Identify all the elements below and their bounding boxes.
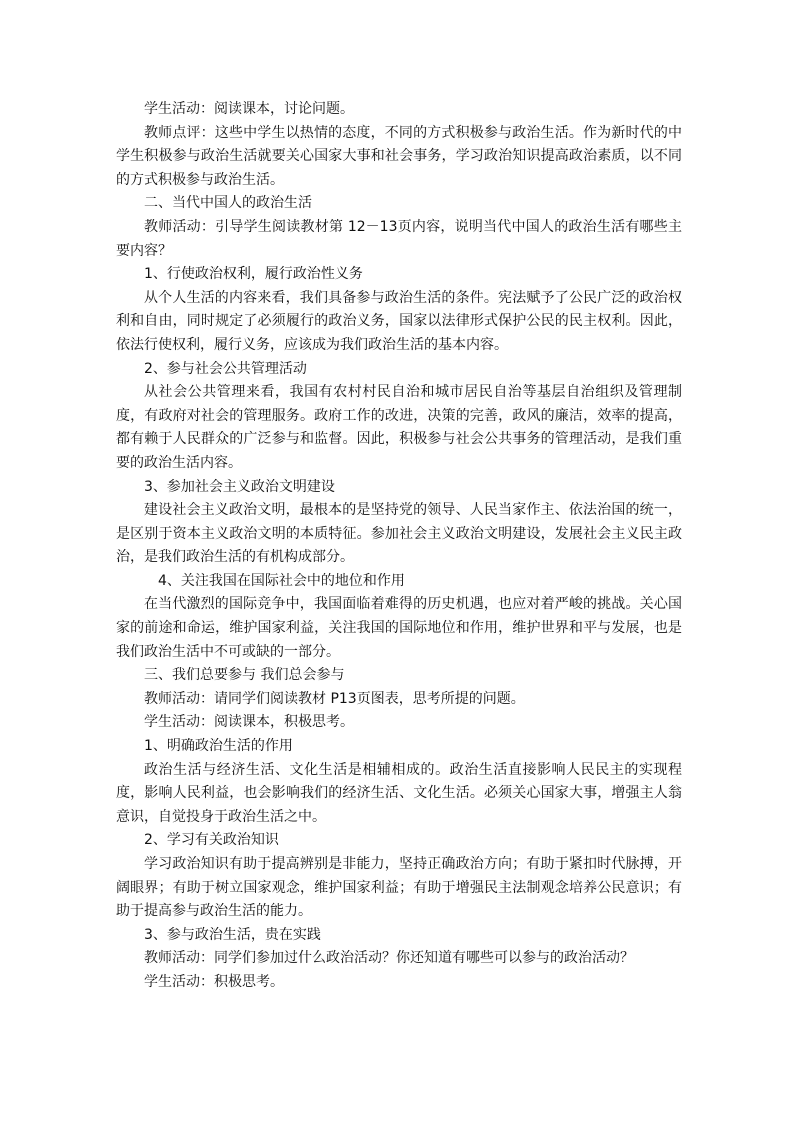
paragraph: 学习政治知识有助于提高辨别是非能力，坚持正确政治方向；有助于紧扣时代脉搏，开阔眼界；有助于树立国家观念，维护国家利益；有助于增强民主法制观念培养公民意识；有助于提高参与政治生活的能力。: [116, 856, 682, 920]
subheading: 2、参与社会公共管理活动: [144, 360, 307, 377]
paragraph: 建设社会主义政治文明，最根本的是坚持党的领导、人民当家作主、依法治国的统一，是区别于资本主义政治文明的本质特征。参加社会主义政治文明建设，发展社会主义民主政治，是我们政治生活的有机构成部分。: [116, 502, 682, 566]
paragraph: 从社会公共管理来看，我国有农村村民自治和城市居民自治等基层自治组织及管理制度，有政府对社会的管理服务。政府工作的改进，决策的完善，政风的廉洁，效率的提高，都有赖于人民群众的广泛参与和监督。因此，积极参与社会公共事务的管理活动，是我们重要的政治生活内容。: [116, 384, 682, 471]
paragraph: 教师点评：这些中学生以热情的态度，不同的方式积极参与政治生活。作为新时代的中学生积极参与政治生活就要关心国家大事和社会事务，学习政治知识提高政治素质，以不同的方式积极参与政治生活。: [116, 124, 682, 188]
subheading: 2、学习有关政治知识: [144, 832, 279, 849]
paragraph: 学生活动：阅读课本，积极思考。: [144, 714, 354, 731]
paragraph: 学生活动：积极思考。: [144, 973, 284, 990]
section-heading: 二、当代中国人的政治生活: [144, 195, 312, 212]
subheading: 3、参与政治生活，贵在实践: [144, 926, 321, 943]
paragraph: 教师活动：请同学们阅读教材 P13页图表，思考所提的问题。: [144, 690, 525, 707]
subheading: 3、参加社会主义政治文明建设: [144, 478, 335, 495]
paragraph: 教师活动：同学们参加过什么政治活动？你还知道有哪些可以参与的政治活动？: [144, 950, 634, 967]
paragraph: 从个人生活的内容来看，我们具备参与政治生活的条件。宪法赋予了公民广泛的政治权利和自由，同时规定了必须履行的政治义务，国家以法律形式保护公民的民主权利。因此，依法行使权利，履行义务，应该成为我们政治生活的基本内容。: [116, 289, 682, 353]
paragraph: 学生活动：阅读课本，讨论问题。: [144, 101, 354, 117]
subheading: 1、明确政治生活的作用: [144, 738, 293, 755]
subheading: 4、关注我国在国际社会中的地位和作用: [158, 572, 405, 589]
paragraph: 政治生活与经济生活、文化生活是相辅相成的。政治生活直接影响人民民主的实现程度，影响人民利益，也会影响我们的经济生活、文化生活。必须关心国家大事，增强主人翁意识，自觉投身于政治生活之中。: [116, 761, 682, 825]
subheading: 1、行使政治权利，履行政治性义务: [144, 266, 363, 283]
paragraph: 教师活动：引导学生阅读教材第 12－13页内容，说明当代中国人的政治生活有哪些主要内容？: [116, 218, 682, 259]
section-heading: 三、我们总要参与 我们总会参与: [144, 667, 345, 684]
paragraph: 在当代激烈的国际竞争中，我国面临着难得的历史机遇，也应对着严峻的挑战。关心国家的前途和命运，维护国家利益，关注我国的国际地位和作用，维护世界和平与发展，也是我们政治生活中不可或缺的一部分。: [116, 596, 682, 660]
document-body: [116, 98, 682, 995]
